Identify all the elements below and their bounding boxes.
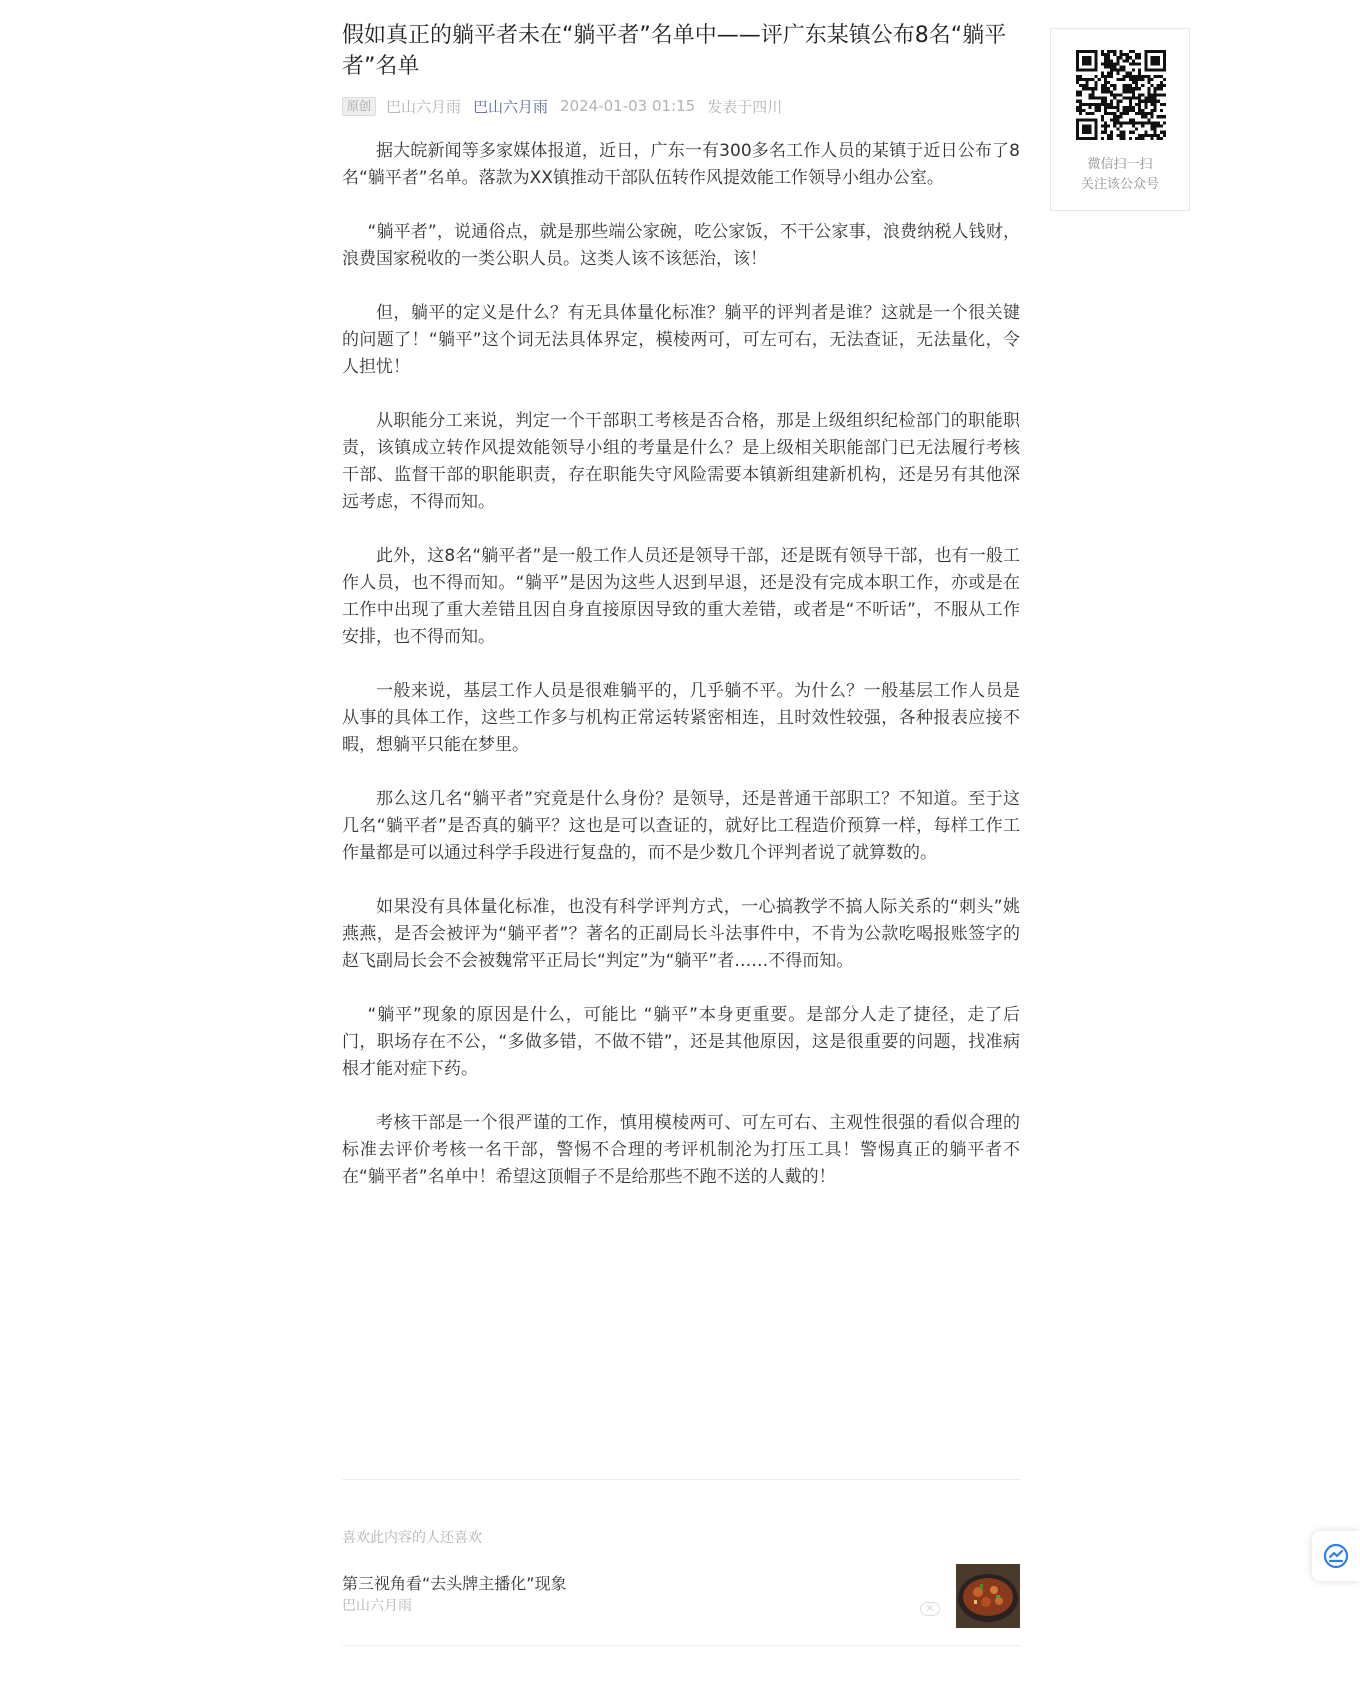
article-content [342,138,1020,1191]
recommend-item-source: 巴山六月雨 [342,1598,412,1614]
recommend-item[interactable] [342,1558,1020,1646]
account-link[interactable]: 巴山六月雨 [473,97,549,116]
original-tag: 原创 [342,97,376,116]
article-title: 假如真正的躺平者未在“躺平者”名单中——评广东某镇公布8名“躺平者”名单 [342,23,1007,79]
paragraph: 从职能分工来说，判定一个干部职工考核是否合格，那是上级组织纪检部门的职能职责，该镇成立转作风提效能领导小组的考量是什么？是上级相关职能部门已无法履行考核干部、监督干部的职能职责，存在职能失守风险需要本镇新组建新机构，还是另有其他深远考虑，不得而知。 [342,411,1020,512]
qr-code-icon [1076,50,1166,140]
paragraph: “躺平者”，说通俗点，就是那些端公家碗，吃公家饭，不干公家事，浪费纳税人钱财，浪费国家税收的一类公职人员。这类人该不该惩治，该！ [342,222,1020,269]
article [342,20,1020,1218]
paragraph: 如果没有具体量化标准，也没有科学评判方式，一心搞教学不搞人际关系的“刺头”姚燕燕，是否会被评为“躺平者”？著名的正副局长斗法事件中，不肯为公款吃喝报账签字的赵飞副局长会不会被魏常平正局长“判定”为“躺平”者……不得而知。 [342,897,1020,971]
paragraph: 据大皖新闻等多家媒体报道，近日，广东一有300多名工作人员的某镇于近日公布了8名“躺平者”名单。落款为XX镇推动干部队伍转作风提效能工作领导小组办公室。 [342,141,1020,188]
recommend-item-headline[interactable]: 第三视角看“去头牌主播化”现象 [342,1574,567,1593]
floating-assistant-button[interactable] [1312,1531,1360,1581]
recommend-item-thumbnail[interactable] [956,1564,1020,1628]
paragraph: 此外，这8名“躺平者”是一般工作人员还是领导干部，还是既有领导干部，也有一般工作人员，也不得而知。“躺平”是因为这些人迟到早退，还是没有完成本职工作，亦或是在工作中出现了重大差错且因自身直接原因导致的重大差错，或者是“不听话”，不服从工作安排，也不得而知。 [342,546,1020,647]
dismiss-icon[interactable]: × [920,1602,940,1616]
article-meta [342,95,1020,117]
paragraph: 那么这几名“躺平者”究竟是什么身份？是领导，还是普通干部职工？不知道。至于这几名“躺平者”是否真的躺平？这也是可以查证的，就好比工程造价预算一样，每样工作工作量都是可以通过科学手段进行复盘的，而不是少数几个评判者说了就算数的。 [342,789,1020,863]
paragraph: 一般来说，基层工作人员是很难躺平的，几乎躺不平。为什么？一般基层工作人员是从事的具体工作，这些工作多与机构正常运转紧密相连，且时效性较强，各种报表应接不暇，想躺平只能在梦里。 [342,681,1020,755]
qr-card [1050,28,1190,211]
food-dish-image [956,1564,1020,1628]
assistant-icon [1323,1543,1349,1569]
publish-location: 发表于四川 [707,97,783,116]
qr-caption-follow: 关注该公众号 [1080,177,1159,192]
section-divider [342,1479,1020,1480]
paragraph: 考核干部是一个很严谨的工作，慎用模棱两可、可左可右、主观性很强的看似合理的标准去评价考核一名干部，警惕不合理的考评机制沦为打压工具！警惕真正的躺平者不在“躺平者”名单中！希望这顶帽子不是给那些不跑不送的人戴的！ [342,1113,1020,1187]
publish-time: 2024-01-03 01:15 [560,97,696,115]
recommend-item-text [342,1572,567,1616]
recommend-section-title: 喜欢此内容的人还喜欢 [342,1530,482,1546]
paragraph: “躺平”现象的原因是什么，可能比 “躺平”本身更重要。是部分人走了捷径，走了后门，职场存在不公，“多做多错，不做不错”，还是其他原因，这是很重要的问题，找准病根才能对症下药。 [342,1005,1020,1079]
qr-caption-scan: 微信扫一扫 [1087,157,1153,172]
paragraph: 但，躺平的定义是什么？有无具体量化标准？躺平的评判者是谁？这就是一个很关键的问题了！“躺平”这个词无法具体界定，模棱两可，可左可右，无法查证，无法量化，令人担忧！ [342,303,1020,377]
author-name: 巴山六月雨 [386,97,462,116]
